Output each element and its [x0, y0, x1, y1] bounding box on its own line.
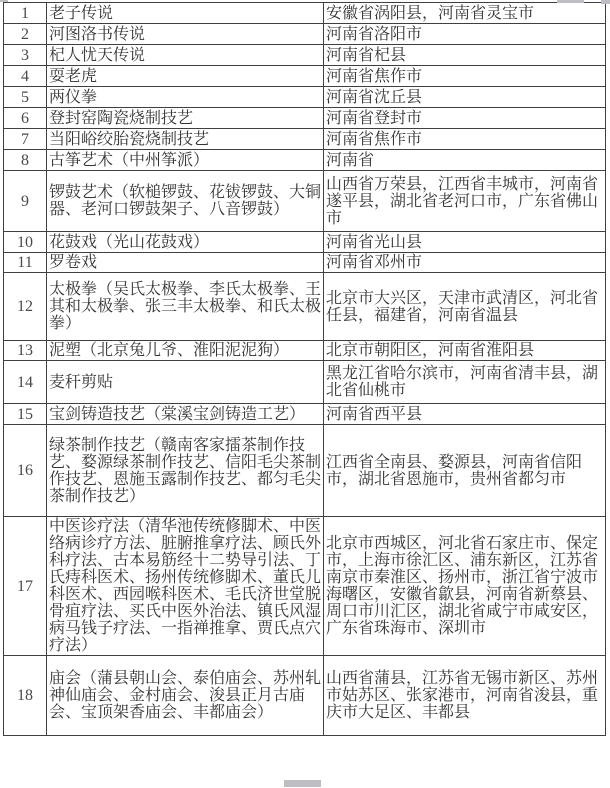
table-row — [4, 45, 606, 66]
row-number-cell: 14 — [4, 361, 47, 404]
table-row — [4, 171, 606, 232]
locations-cell: 河南省 — [324, 150, 606, 171]
heritage-table-body — [4, 3, 606, 736]
item-name-cell: 登封窑陶瓷烧制技艺 — [47, 108, 324, 129]
locations-cell: 北京市大兴区，天津市武清区，河北省任县，福建省，河南省温县 — [324, 273, 606, 341]
item-name-cell: 罗卷戏 — [47, 253, 324, 273]
row-number-cell: 5 — [4, 87, 47, 108]
table-row — [4, 341, 606, 361]
locations-cell: 江西省全南县、婺源县，河南省信阳市，湖北省恩施市，贵州省都匀市 — [324, 425, 606, 517]
table-row — [4, 361, 606, 404]
item-name-cell: 庙会（蒲县朝山会、泰伯庙会、苏州轧神仙庙会、金村庙会、浚县正月古庙会、宝顶架香庙会、丰都庙会） — [47, 656, 324, 736]
table-row — [4, 150, 606, 171]
table-row — [4, 253, 606, 273]
item-name-cell: 锣鼓艺术（软槌锣鼓、花钹锣鼓、大铜器、老河口锣鼓架子、八音锣鼓） — [47, 171, 324, 232]
table-row — [4, 129, 606, 150]
table-row — [4, 87, 606, 108]
locations-cell: 北京市西城区，河北省石家庄市、保定市，上海市徐汇区、浦东新区，江苏省南京市秦淮区、扬州市，浙江省宁波市海曙区，安徽省歙县，河南省新蔡县、周口市川汇区，湖北省咸宁市咸安区，广东省珠海市、深圳市 — [324, 517, 606, 656]
locations-cell: 河南省邓州市 — [324, 253, 606, 273]
row-number-cell: 16 — [4, 425, 47, 517]
table-row — [4, 232, 606, 253]
item-name-cell: 绿茶制作技艺（赣南客家擂茶制作技艺、婺源绿茶制作技艺、信阳毛尖茶制作技艺、恩施玉露制作技艺、都匀毛尖茶制作技艺） — [47, 425, 324, 517]
row-number-cell: 8 — [4, 150, 47, 171]
row-number-cell: 7 — [4, 129, 47, 150]
table-row — [4, 404, 606, 425]
row-number-cell: 2 — [4, 24, 47, 45]
row-number-cell: 17 — [4, 517, 47, 656]
locations-cell: 山西省万荣县，江西省丰城市，河南省遂平县，湖北省老河口市，广东省佛山市 — [324, 171, 606, 232]
screenshot-edge-artifact — [557, 0, 584, 3]
item-name-cell: 中医诊疗法（清华池传统修脚术、中医络病诊疗方法、脏腑推拿疗法、顾氏外科疗法、古本易筋经十二势导引法、丁氏痔科医术、扬州传统修脚术、董氏儿科医术、西园喉科医术、毛氏济世堂脱骨疽疗法、买氏中医外治法、镇氏风湿病马钱子疗法、一指禅推拿、贾氏点穴疗法） — [47, 517, 324, 656]
table-row — [4, 3, 606, 24]
locations-cell: 河南省西平县 — [324, 404, 606, 425]
row-number-cell: 12 — [4, 273, 47, 341]
locations-cell: 河南省光山县 — [324, 232, 606, 253]
table-row — [4, 66, 606, 87]
item-name-cell: 麦秆剪贴 — [47, 361, 324, 404]
row-number-cell: 13 — [4, 341, 47, 361]
locations-cell: 黑龙江省哈尔滨市，河南省清丰县，湖北省仙桃市 — [324, 361, 606, 404]
locations-cell: 山西省蒲县，江苏省无锡市新区、苏州市姑苏区、张家港市，河南省浚县，重庆市大足区、丰都县 — [324, 656, 606, 736]
locations-cell: 北京市朝阳区，河南省淮阳县 — [324, 341, 606, 361]
screenshot-edge-artifact — [601, 0, 610, 4]
locations-cell: 河南省杞县 — [324, 45, 606, 66]
row-number-cell: 1 — [4, 3, 47, 24]
item-name-cell: 河图洛书传说 — [47, 24, 324, 45]
item-name-cell: 宝剑铸造技艺（棠溪宝剑铸造工艺） — [47, 404, 324, 425]
locations-cell: 安徽省涡阳县，河南省灵宝市 — [324, 3, 606, 24]
table-row — [4, 517, 606, 656]
row-number-cell: 18 — [4, 656, 47, 736]
row-number-cell: 11 — [4, 253, 47, 273]
item-name-cell: 耍老虎 — [47, 66, 324, 87]
row-number-cell: 10 — [4, 232, 47, 253]
screenshot-edge-artifact — [0, 0, 8, 2]
item-name-cell: 泥塑（北京兔儿爷、淮阳泥泥狗） — [47, 341, 324, 361]
locations-cell: 河南省登封市 — [324, 108, 606, 129]
item-name-cell: 当阳峪绞胎瓷烧制技艺 — [47, 129, 324, 150]
table-row — [4, 24, 606, 45]
item-name-cell: 古筝艺术（中州筝派） — [47, 150, 324, 171]
locations-cell: 河南省洛阳市 — [324, 24, 606, 45]
table-row — [4, 425, 606, 517]
heritage-table — [3, 2, 606, 736]
row-number-cell: 3 — [4, 45, 47, 66]
locations-cell: 河南省沈丘县 — [324, 87, 606, 108]
table-row — [4, 108, 606, 129]
item-name-cell: 太极拳（吴氏太极拳、李氏太极拳、王其和太极拳、张三丰太极拳、和氏太极拳） — [47, 273, 324, 341]
locations-cell: 河南省焦作市 — [324, 129, 606, 150]
row-number-cell: 6 — [4, 108, 47, 129]
row-number-cell: 15 — [4, 404, 47, 425]
item-name-cell: 老子传说 — [47, 3, 324, 24]
row-number-cell: 4 — [4, 66, 47, 87]
table-row — [4, 273, 606, 341]
locations-cell: 河南省焦作市 — [324, 66, 606, 87]
item-name-cell: 花鼓戏（光山花鼓戏） — [47, 232, 324, 253]
scrollbar-fragment — [284, 780, 321, 787]
row-number-cell: 9 — [4, 171, 47, 232]
item-name-cell: 杞人忧天传说 — [47, 45, 324, 66]
table-row — [4, 656, 606, 736]
item-name-cell: 两仪拳 — [47, 87, 324, 108]
